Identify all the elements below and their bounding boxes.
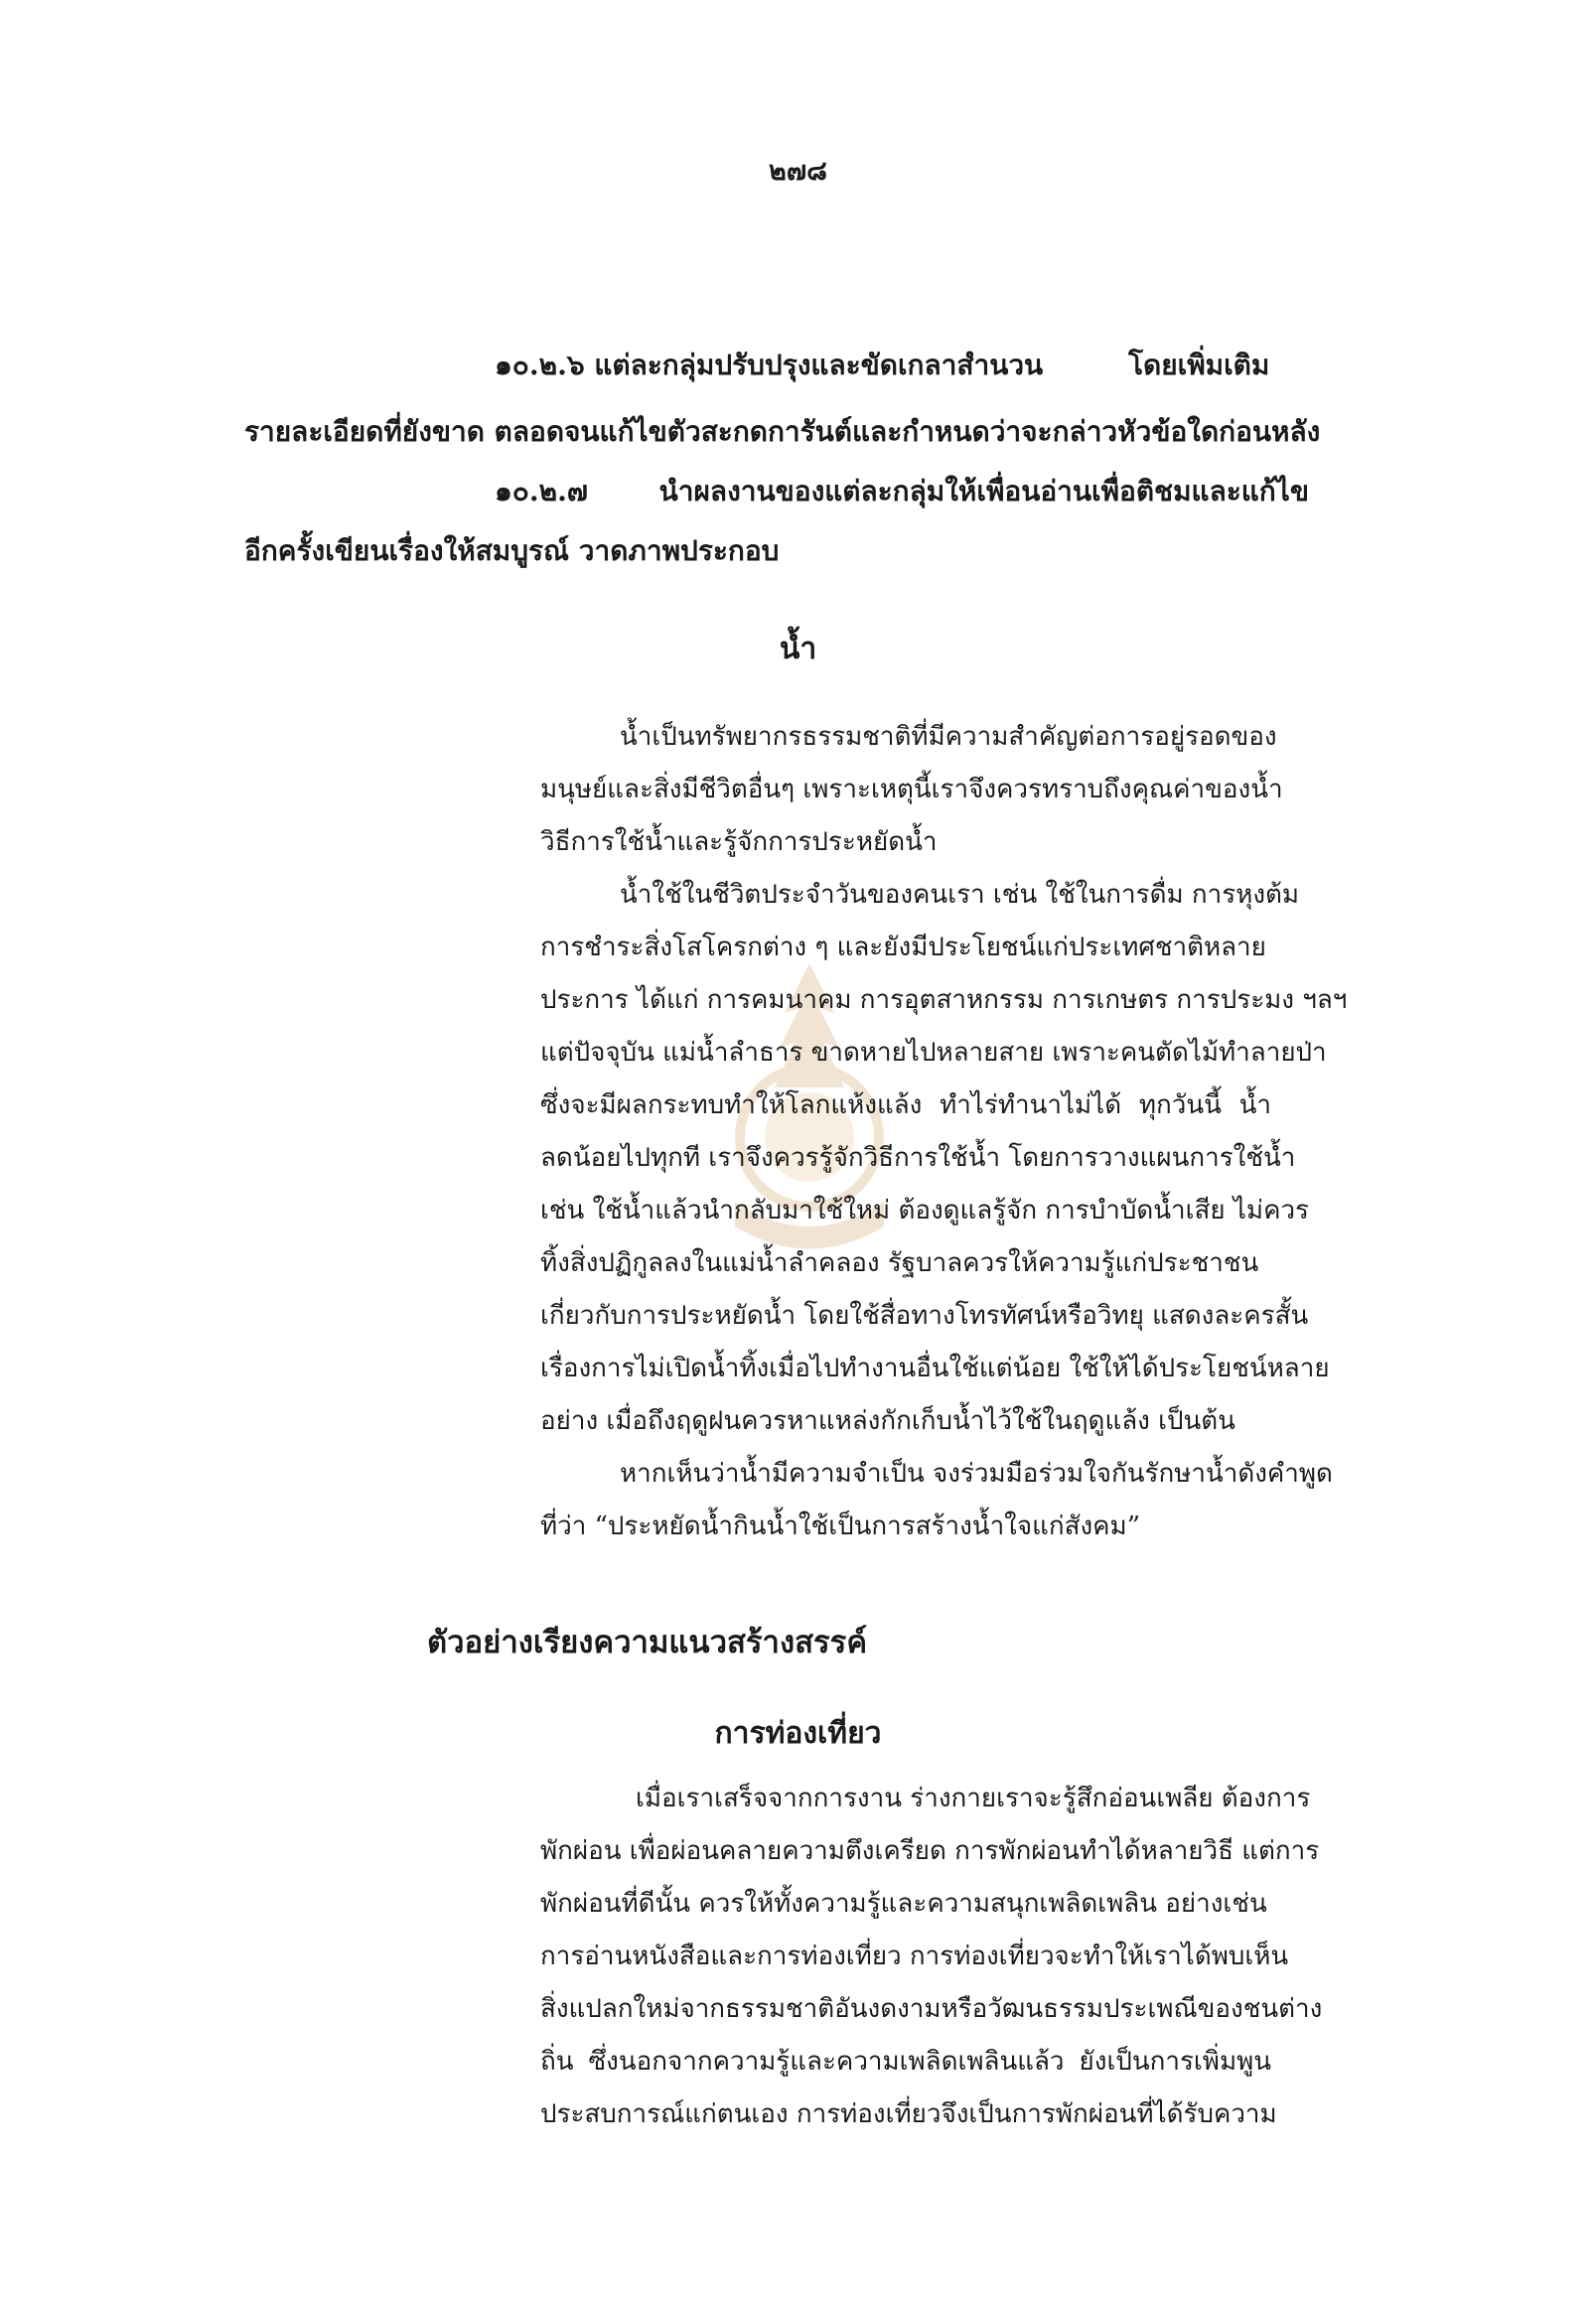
essay1-line: น้ำใช้ในชีวิตประจำวันของคนเรา เช่น ใช้ในการดื่ม การหุงต้ม <box>620 880 1300 910</box>
essay1-line: ประการ ได้แก่ การคมนาคม การอุตสาหกรรม การเกษตร การประมง ฯลฯ <box>540 985 1348 1015</box>
page-number: ๒๗๘ <box>769 156 827 187</box>
essay2-line: ประสบการณ์แก่ตนเอง การท่องเที่ยวจึงเป็นการพักผ่อนที่ได้รับความ <box>540 2099 1277 2129</box>
essay2-title: การท่องเที่ยว <box>714 1716 882 1751</box>
essay1-line: น้ำเป็นทรัพยากรธรรมชาติที่มีความสำคัญต่อการอยู่รอดของ <box>620 722 1277 752</box>
essay2-line: พักผ่อน เพื่อผ่อนคลายความตึงเครียด การพักผ่อนทำได้หลายวิธี แต่การ <box>540 1836 1320 1866</box>
essay1-line: มนุษย์และสิ่งมีชีวิตอื่นๆ เพราะเหตุนี้เราจึงควรทราบถึงคุณค่าของน้ำ <box>540 775 1283 804</box>
essay2-line: เมื่อเราเสร็จจากการงาน ร่างกายเราจะรู้สึกอ่อนเพลีย ต้องการ <box>636 1784 1311 1813</box>
essay1-line: เกี่ยวกับการประหยัดน้ำ โดยใช้สื่อทางโทรทัศน์หรือวิทยุ แสดงละครสั้น <box>540 1301 1309 1331</box>
essay1-line: ที่ว่า “ประหยัดน้ำกินน้ำใช้เป็นการสร้างน้ำใจแก่สังคม” <box>540 1511 1140 1541</box>
essay1-line: เช่น ใช้น้ำแล้วนำกลับมาใช้ใหม่ ต้องดูแลรู้จัก การบำบัดน้ำเสีย ไม่ควร <box>540 1196 1310 1225</box>
essay1-title: น้ำ <box>779 632 817 666</box>
essay2-line: สิ่งแปลกใหม่จากธรรมชาติอันงดงามหรือวัฒนธรรมประเพณีของชนต่าง <box>540 1994 1323 2024</box>
essay1-line: วิธีการใช้น้ำและรู้จักการประหยัดน้ำ <box>540 827 938 857</box>
essay1-line: ลดน้อยไปทุกที เราจึงควรรู้จักวิธีการใช้น้ำ โดยการวางแผนการใช้น้ำ <box>540 1143 1296 1173</box>
essay1-line: หากเห็นว่าน้ำมีความจำเป็น จงร่วมมือร่วมใจกันรักษาน้ำดังคำพูด <box>620 1459 1333 1489</box>
step-6-line1-right: โดยเพิ่มเติม <box>1128 349 1270 381</box>
section-heading: ตัวอย่างเรียงความแนวสร้างสรรค์ <box>427 1625 868 1660</box>
essay1-line: ทิ้งสิ่งปฏิกูลลงในแม่น้ำลำคลอง รัฐบาลควรให้ความรู้แก่ประชาชน <box>540 1248 1259 1278</box>
essay2-line: พักผ่อนที่ดีนั้น ควรให้ทั้งความรู้และความสนุกเพลิดเพลิน อย่างเช่น <box>540 1889 1267 1919</box>
step-6-line2: รายละเอียดที่ยังขาด ตลอดจนแก้ไขตัวสะกดการันต์และกำหนดว่าจะกล่าวหัวข้อใดก่อนหลัง <box>244 415 1321 448</box>
essay1-line: ซึ่งจะมีผลกระทบทำให้โลกแห้งแล้ง ทำไร่ทำนาไม่ได้ ทุกวันนี้ น้ำ <box>540 1090 1271 1120</box>
step-7-line2: อีกครั้งเขียนเรื่องให้สมบูรณ์ วาดภาพประกอบ <box>244 534 780 567</box>
essay1-line: เรื่องการไม่เปิดน้ำทิ้งเมื่อไปทำงานอื่นใช้แต่น้อย ใช้ให้ได้ประโยชน์หลาย <box>540 1354 1330 1383</box>
step-7-line1: ๑๐.๒.๗ นำผลงานของแต่ละกลุ่มให้เพื่อนอ่านเพื่อติชมและแก้ไข <box>495 475 1309 507</box>
step-6-line1: ๑๐.๒.๖ แต่ละกลุ่มปรับปรุงและขัดเกลาสำนวน <box>495 349 1044 381</box>
essay1-line: แต่ปัจจุบัน แม่น้ำลำธาร ขาดหายไปหลายสาย เพราะคนตัดไม้ทำลายป่า <box>540 1038 1327 1068</box>
essay1-line: อย่าง เมื่อถึงฤดูฝนควรหาแหล่งกักเก็บน้ำไว้ใช้ในฤดูแล้ง เป็นต้น <box>540 1406 1235 1436</box>
essay2-line: ถิ่น ซึ่งนอกจากความรู้และความเพลิดเพลินแล้ว ยังเป็นการเพิ่มพูน <box>540 2047 1271 2077</box>
essay2-line: การอ่านหนังสือและการท่องเที่ยว การท่องเที่ยวจะทำให้เราได้พบเห็น <box>540 1942 1289 1971</box>
essay1-line: การชำระสิ่งโสโครกต่าง ๆ และยังมีประโยชน์แก่ประเทศชาติหลาย <box>540 933 1266 962</box>
